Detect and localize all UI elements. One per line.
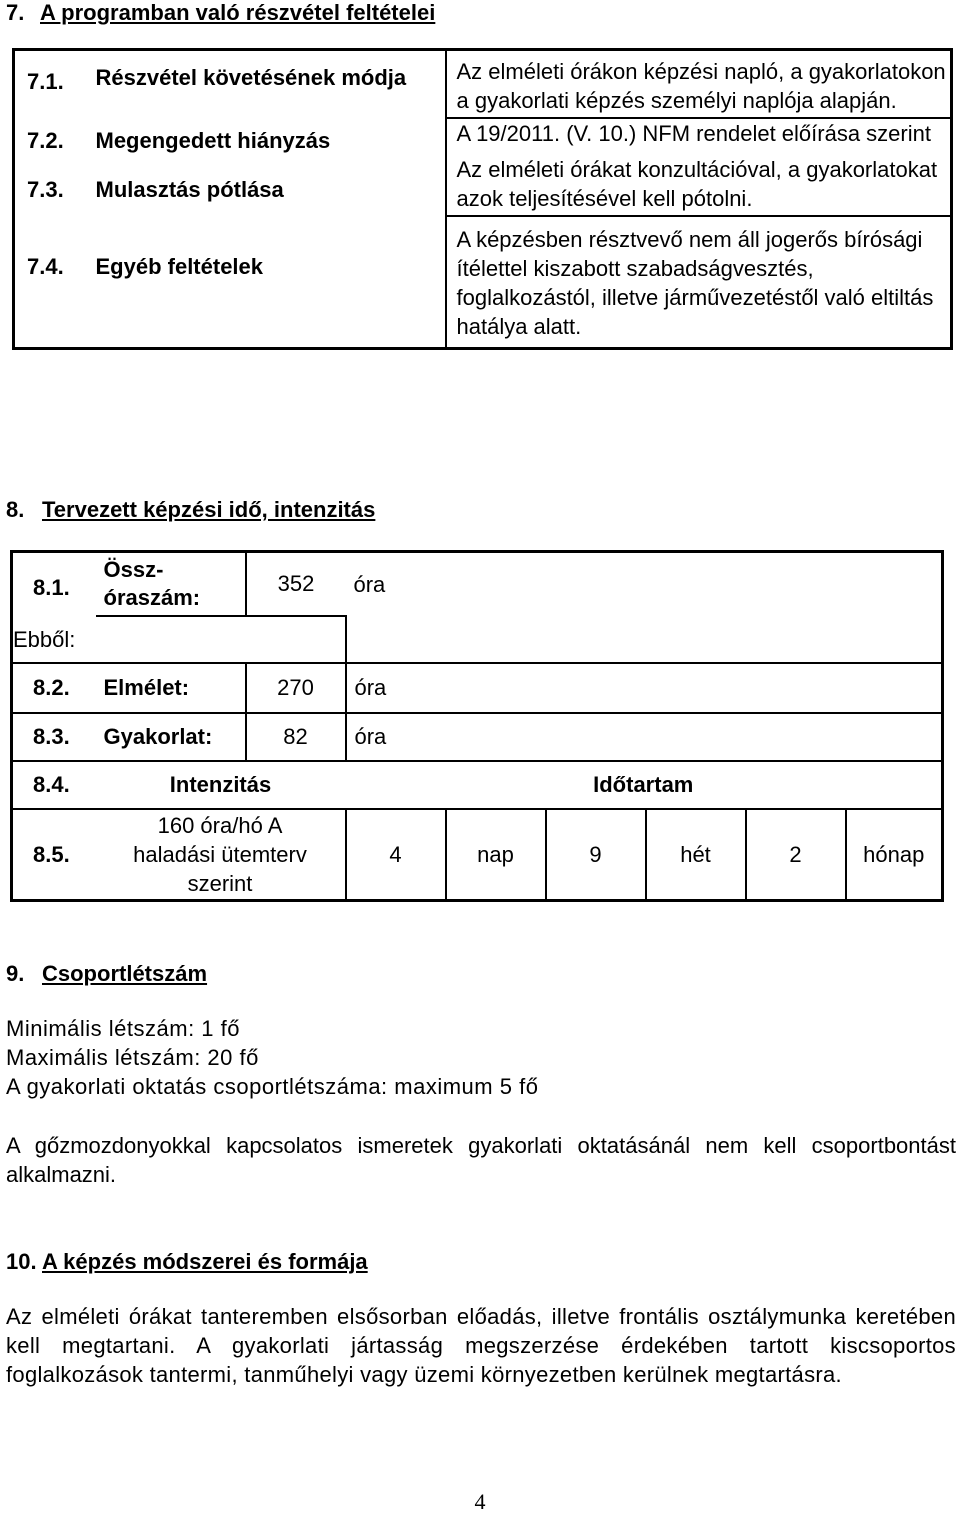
- row-label: Részvétel követésének módja: [95, 65, 407, 90]
- training-time-table: [10, 550, 944, 902]
- practice-group-size-line: A gyakorlati oktatás csoportlétszáma: maximum 5 fő: [6, 1074, 539, 1099]
- duration-header: Időtartam: [346, 761, 943, 809]
- table-row: [14, 50, 952, 119]
- section-title: Csoportlétszám: [42, 961, 208, 986]
- row-number: 8.3.: [12, 713, 96, 761]
- practice-unit: óra: [346, 713, 943, 761]
- row-label: Egyéb feltételek: [95, 254, 264, 279]
- ebbol-label: Ebből:: [12, 616, 346, 663]
- section-number: 8.: [6, 497, 25, 522]
- section-number: 7.: [6, 0, 25, 25]
- total-hours-unit: óra: [346, 552, 943, 616]
- group-size-list: [6, 1014, 956, 1101]
- row-number: 8.5.: [12, 809, 96, 901]
- section-number: 10.: [6, 1249, 37, 1274]
- empty-cell: [346, 616, 943, 663]
- intensity-value: 160 óra/hó A haladási ütemterv szerint: [96, 809, 346, 901]
- row-value: A képzésben résztvevő nem áll jogerős bírósági ítélettel kiszabott szabadságvesztés, foglalkozástól, illetve járművezetéstől való eltiltás hatálya alatt.: [446, 216, 952, 349]
- row-number: 7.2.: [27, 128, 64, 153]
- row-number: 7.3.: [27, 177, 64, 202]
- theory-value: 270: [246, 663, 346, 713]
- row-label: Mulasztás pótlása: [95, 177, 284, 202]
- duration-days-value: 4: [346, 809, 446, 901]
- group-split-paragraph: A gőzmozdonyokkal kapcsolatos ismeretek gyakorlati oktatásánál nem kell csoportbontást alkalmazni.: [6, 1133, 956, 1187]
- duration-weeks-value: 9: [546, 809, 646, 901]
- row-value: Az elméleti órákat konzultációval, a gyakorlatokat azok teljesítésével kell pótolni.: [446, 155, 952, 216]
- section-10-heading: [6, 1249, 368, 1275]
- section-9-heading: [6, 961, 207, 987]
- section-title: A képzés módszerei és formája: [42, 1249, 368, 1274]
- table-row: [12, 616, 943, 663]
- section-8-heading: [6, 497, 375, 523]
- table-row: [12, 809, 943, 901]
- row-value: Az elméleti órákon képzési napló, a gyakorlatokon a gyakorlati képzés személyi naplója alapján.: [446, 50, 952, 119]
- table-row: [12, 713, 943, 761]
- table-row: [12, 761, 943, 809]
- table-row: [12, 552, 943, 616]
- section-number: 9.: [6, 961, 25, 986]
- section-title: A programban való részvétel feltételei: [40, 0, 436, 25]
- table-row: [14, 155, 952, 216]
- row-number: 8.4.: [12, 761, 96, 809]
- total-hours-value: 352: [246, 552, 346, 616]
- min-size-line: Minimális létszám: 1 fő: [6, 1016, 241, 1041]
- row-number: 8.2.: [12, 663, 96, 713]
- table-row: [14, 216, 952, 349]
- max-size-line: Maximális létszám: 20 fő: [6, 1045, 259, 1070]
- row-value: A 19/2011. (V. 10.) NFM rendelet előírása szerint: [446, 118, 952, 155]
- section-7-heading: [6, 0, 435, 26]
- duration-weeks-unit: hét: [646, 809, 746, 901]
- page-number: 4: [474, 1489, 486, 1514]
- row-number: 8.1.: [12, 552, 96, 616]
- row-number: 7.1.: [27, 69, 64, 94]
- section-title: Tervezett képzési idő, intenzitás: [42, 497, 376, 522]
- duration-months-value: 2: [746, 809, 846, 901]
- table-row: [14, 118, 952, 155]
- duration-months-unit: hónap: [846, 809, 943, 901]
- table-row: [12, 663, 943, 713]
- row-label: Megengedett hiányzás: [95, 128, 331, 153]
- total-hours-label: Össz-óraszám:: [96, 552, 246, 616]
- methods-paragraph: Az elméleti órákat tanteremben elsősorban előadás, illetve frontális osztálymunka keretében kell megtartani. A gyakorlati jártasság megszerzése érdekében tartott kiscsoportos foglalkozások tantermi, tanműhelyi vagy üzemi környezetben kerülnek megtartásra.: [6, 1304, 956, 1387]
- participation-conditions-table: [12, 48, 953, 350]
- theory-unit: óra: [346, 663, 943, 713]
- theory-label: Elmélet:: [96, 663, 246, 713]
- row-number: 7.4.: [27, 254, 64, 279]
- intensity-header: Intenzitás: [96, 761, 346, 809]
- practice-label: Gyakorlat:: [96, 713, 246, 761]
- practice-value: 82: [246, 713, 346, 761]
- duration-days-unit: nap: [446, 809, 546, 901]
